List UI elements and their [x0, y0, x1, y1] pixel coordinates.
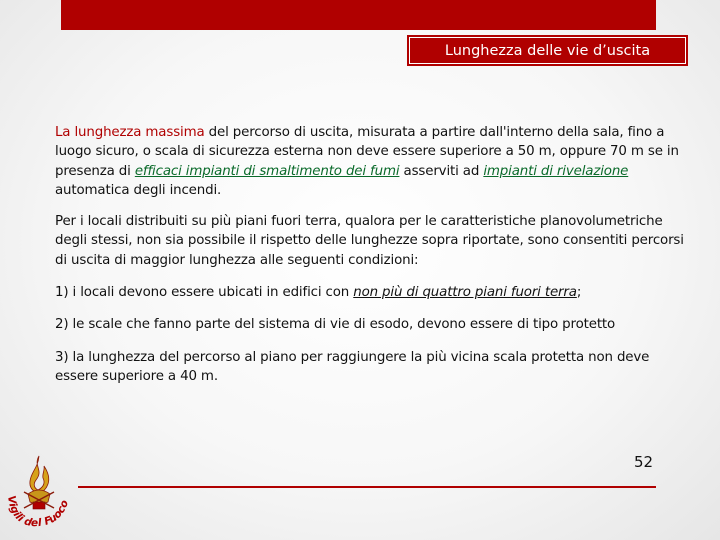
- condition-2: 2) le scale che fanno parte del sistema di vie di esodo, devono essere di tipo protetto: [55, 317, 616, 333]
- condition-text: 1) i locali devono essere ubicati in edifici con: [55, 285, 354, 301]
- title-frame: [409, 37, 686, 64]
- condition-1: [55, 283, 695, 302]
- paragraph-max-length: [55, 123, 695, 200]
- paragraph-text: asserviti ad: [399, 163, 484, 179]
- detection-systems-link[interactable]: impianti di rivelazione: [483, 163, 629, 179]
- slide-content: [55, 123, 695, 386]
- logo-text: Vigili del Fuoco: [5, 494, 72, 530]
- footer-divider: [78, 486, 656, 488]
- firefighters-emblem-icon: [0, 450, 78, 530]
- smoke-exhaust-link[interactable]: efficaci impianti di smaltimento dei fumi: [134, 163, 400, 179]
- condition-3: 3) la lunghezza del percorso al piano per raggiungere la più vicina scala protetta non deve essere superiore a 40 m.: [55, 349, 650, 384]
- slide-title: Lunghezza delle vie d’uscita: [444, 42, 651, 59]
- four-floors-emphasis: non più di quattro piani fuori terra: [353, 285, 577, 301]
- title-box: [407, 35, 688, 66]
- paragraph-multi-floor: Per i locali distribuiti su più piani fuori terra, qualora per le caratteristiche planovolumetriche degli stessi, non sia possibile il rispetto delle lunghezze sopra riportate, sono consentiti percorsi di uscita di maggior lunghezza alle seguenti condizioni:: [55, 214, 684, 268]
- page-number: 52: [634, 453, 654, 471]
- paragraph-text: del percorso di uscita, misurata a partire dall'interno della sala, fino a luogo sicuro, o scala di sicurezza esterna non deve essere superiore a 50 m, oppure 70 m se in presenza di: [55, 125, 679, 179]
- condition-text: ;: [576, 285, 582, 301]
- top-banner-bar: [61, 0, 656, 30]
- lead-phrase: La lunghezza massima: [55, 125, 205, 140]
- paragraph-text: automatica degli incendi.: [55, 182, 222, 198]
